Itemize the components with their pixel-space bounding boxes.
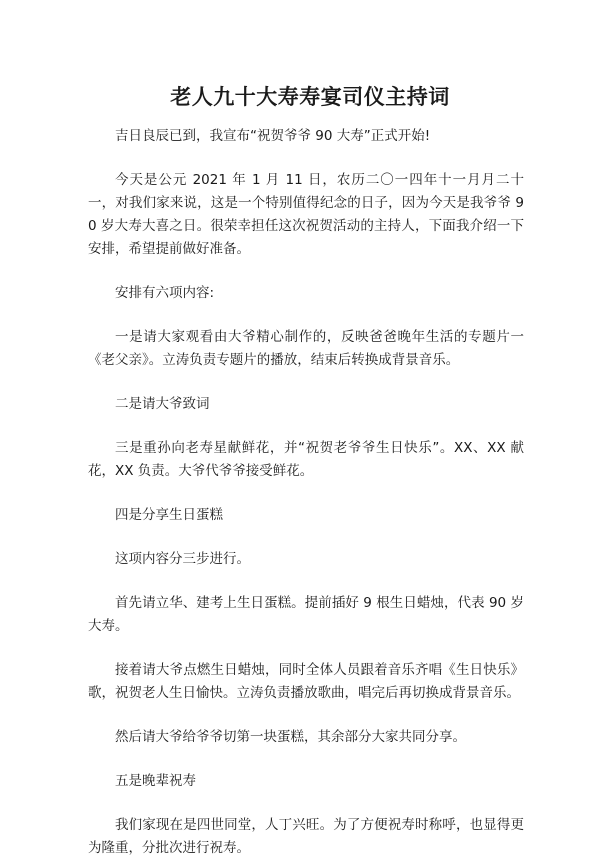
paragraph-opening: 吉日良辰已到，我宣布“祝贺爷爷 90 大寿”正式开始! bbox=[115, 128, 431, 144]
paragraph-item-four: 四是分享生日蛋糕 bbox=[115, 507, 223, 523]
paragraph-agenda-heading: 安排有六项内容: bbox=[115, 285, 215, 301]
paragraph-step-two: 接着请大爷点燃生日蜡烛，同时全体人员跟着音乐齐唱《生日快乐》歌，祝贺老人生日愉快。立涛负责播放歌曲，唱完后再切换成背景音乐。 bbox=[88, 662, 524, 701]
paragraph-date-intro: 今天是公元 2021 年 1 月 11 日，农历二〇一四年十一月月二十一，对我们家来说，这是一个特别值得纪念的日子，因为今天是我爷爷 90 岁大寿大喜之日。很荣幸担任这次祝贺活动的主持人，下面我介绍一下安排，希望提前做好准备。 bbox=[88, 172, 524, 257]
paragraph-step-one: 首先请立华、建考上生日蛋糕。提前插好 9 根生日蜡烛，代表 90 岁大寿。 bbox=[88, 595, 524, 634]
document-title: 老人九十大寿寿宴司仪主持词 bbox=[170, 85, 450, 109]
paragraph-four-generations: 我们家现在是四世同堂，人丁兴旺。为了方便祝寿时称呼，也显得更为隆重，分批次进行祝寿。 bbox=[88, 817, 524, 856]
paragraph-item-one: 一是请大家观看由大爷精心制作的，反映爸爸晚年生活的专题片一《老父亲》。立涛负责专题片的播放，结束后转换成背景音乐。 bbox=[88, 329, 524, 368]
paragraph-item-two: 二是请大爷致词 bbox=[115, 396, 210, 412]
paragraph-three-steps: 这项内容分三步进行。 bbox=[115, 551, 250, 567]
paragraph-item-three: 三是重孙向老寿星献鲜花，并“祝贺老爷爷生日快乐”。XX、XX 献花，XX 负责。大爷代爷爷接受鲜花。 bbox=[88, 440, 524, 479]
paragraph-item-five: 五是晚辈祝寿 bbox=[115, 773, 196, 789]
paragraph-step-three: 然后请大爷给爷爷切第一块蛋糕，其余部分大家共同分享。 bbox=[115, 729, 466, 745]
